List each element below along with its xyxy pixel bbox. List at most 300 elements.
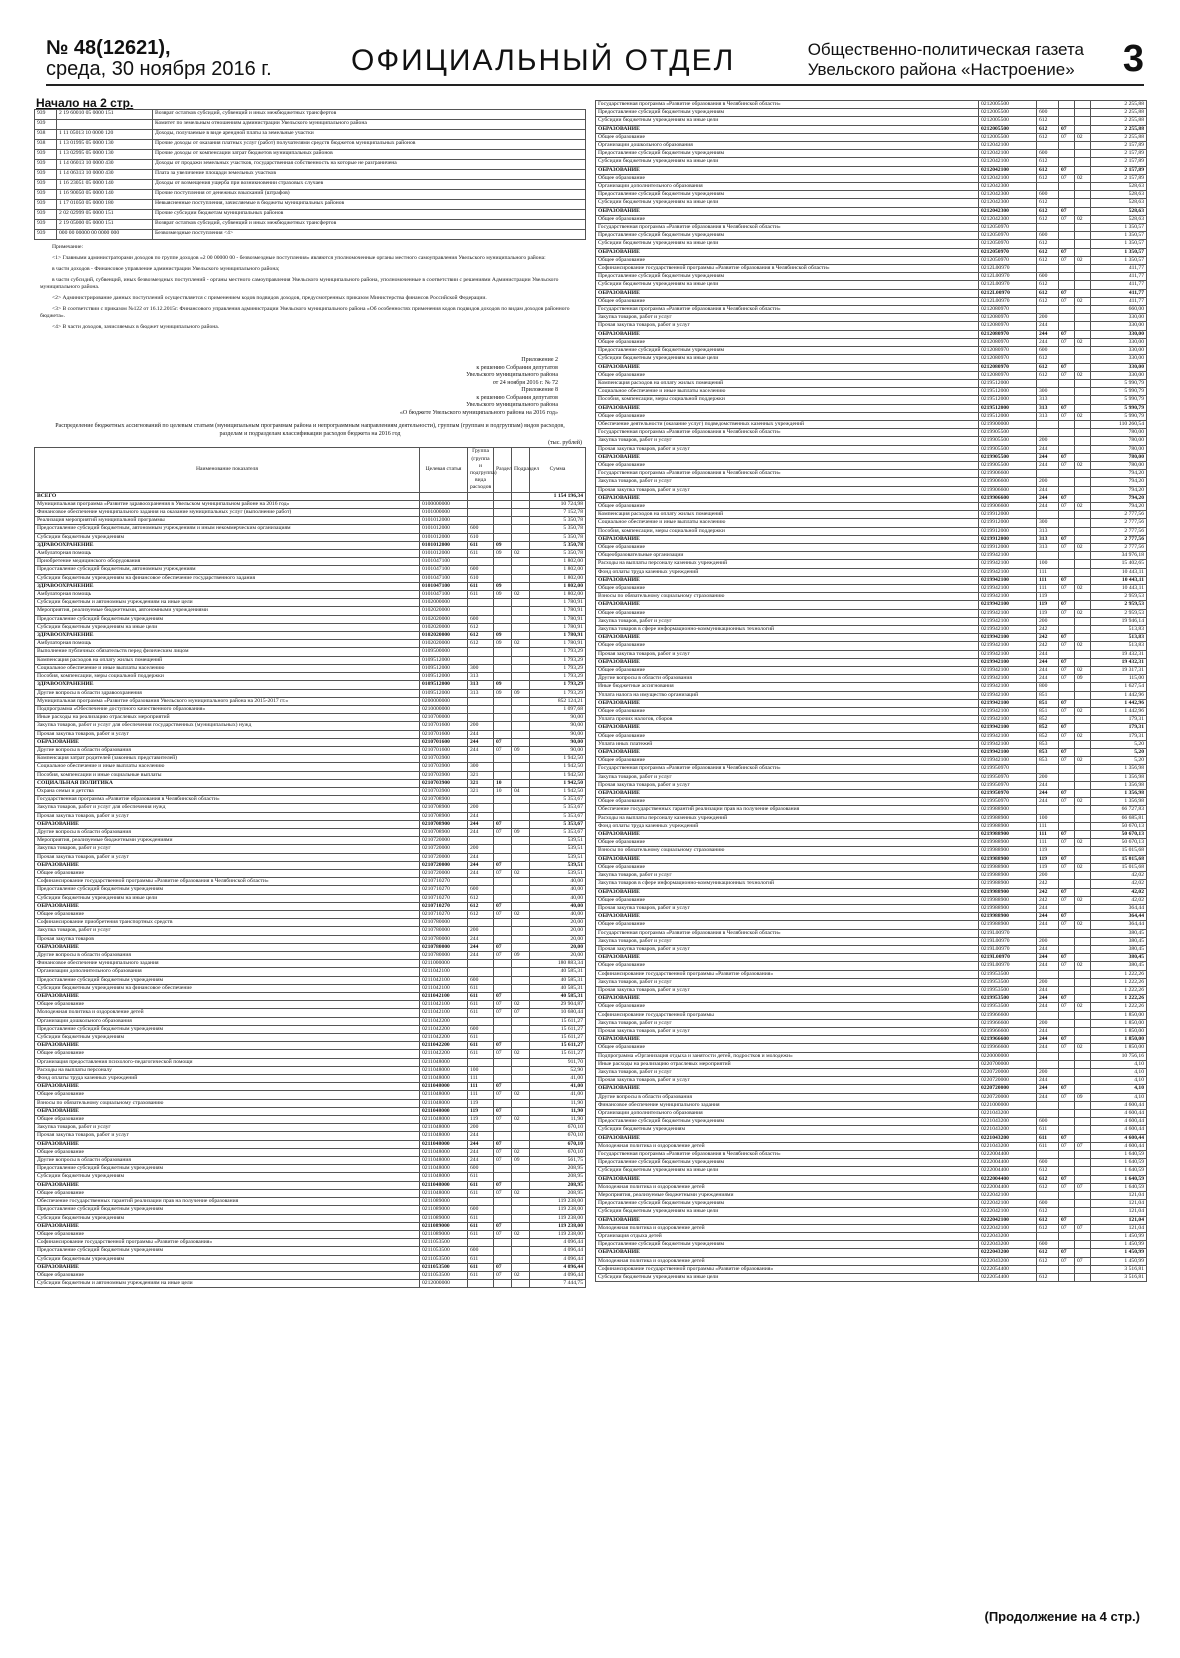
table-cell: 07 — [494, 1140, 512, 1148]
table-cell: 330,00 — [1091, 314, 1147, 322]
table-cell: 0212L00970 — [979, 281, 1037, 289]
table-cell: Иные расходы на реализацию отраслевых мероприятий — [35, 714, 420, 722]
note-paragraph: <2> Администрирование данных поступлений осуществляется с применением кодов подвидов доходов, предусмотренных приказом Министерства финансов Российской Федерации. — [52, 295, 487, 302]
table-cell: 0220720000 — [979, 1068, 1037, 1076]
table-row — [596, 872, 1147, 880]
table-cell: 600 — [1037, 232, 1059, 240]
table-cell: 670,10 — [530, 1132, 586, 1140]
table-row — [596, 109, 1147, 117]
table-cell — [1075, 970, 1091, 978]
table-row — [596, 1019, 1147, 1027]
table-cell: 19 317,31 — [1091, 667, 1147, 675]
table-cell: 600 — [468, 1165, 494, 1173]
table-cell: 111 — [468, 1075, 494, 1083]
table-cell: 0211048000 — [420, 1099, 468, 1107]
table-cell: 200 — [468, 722, 494, 730]
table-cell: 313 — [1037, 543, 1059, 551]
table-row — [596, 101, 1147, 109]
table-cell: 0221043200 — [979, 1109, 1037, 1117]
table-cell — [468, 1239, 494, 1247]
table-row — [596, 593, 1147, 601]
table-cell: Компенсация расходов на оплату жилых помещений — [596, 379, 979, 387]
table-cell: 119 — [468, 1099, 494, 1107]
table-cell: 0211048000 — [420, 1181, 468, 1189]
table-row — [596, 125, 1147, 133]
table-cell: ОБРАЗОВАНИЕ — [35, 1181, 420, 1189]
table-cell — [494, 615, 512, 623]
table-row — [596, 888, 1147, 896]
table-row — [35, 130, 586, 140]
table-cell: ЗДРАВООХРАНЕНИЕ — [35, 582, 420, 590]
table-cell — [1059, 1019, 1075, 1027]
table-row — [35, 1157, 586, 1165]
table-cell: 4 600,44 — [1091, 1126, 1147, 1134]
table-cell: 0219905500 — [979, 437, 1037, 445]
table-cell — [512, 861, 530, 869]
table-cell: Социальное обеспечение и иные выплаты населению — [35, 763, 420, 771]
table-row — [596, 1151, 1147, 1159]
table-cell: Предоставление субсидий бюджетным учреждениям — [35, 886, 420, 894]
table-row — [35, 599, 586, 607]
table-cell: 330,00 — [1091, 363, 1147, 371]
table-cell — [1037, 1101, 1059, 1109]
table-cell: ОБРАЗОВАНИЕ — [596, 166, 979, 174]
table-cell: 02 — [1075, 543, 1091, 551]
table-cell: 02 — [1075, 215, 1091, 223]
table-cell — [1059, 150, 1075, 158]
table-cell — [512, 722, 530, 730]
table-cell: 10 443,11 — [1091, 576, 1147, 584]
table-cell — [1075, 954, 1091, 962]
table-cell: 0220720000 — [979, 1085, 1037, 1093]
table-cell: 115,00 — [1091, 675, 1147, 683]
table-cell: 07 — [1059, 863, 1075, 871]
table-cell — [1059, 773, 1075, 781]
table-cell: 242 — [1037, 626, 1059, 634]
table-cell: 0219988900 — [979, 847, 1037, 855]
col-header: Раздел — [494, 448, 512, 492]
table-row — [596, 461, 1147, 469]
table-cell: 380,45 — [1091, 954, 1147, 962]
table-cell — [494, 968, 512, 976]
table-cell: 07 — [494, 1107, 512, 1115]
table-cell: 07 — [1059, 634, 1075, 642]
table-cell — [1059, 1192, 1075, 1200]
table-cell — [494, 845, 512, 853]
appendix-line: от 24 ноября 2016 г. № 72 — [492, 379, 558, 386]
table-cell: 0219988900 — [979, 880, 1037, 888]
table-row — [596, 1003, 1147, 1011]
table-cell — [512, 533, 530, 541]
table-cell: 612 — [1037, 1183, 1059, 1191]
table-cell: 0212042300 — [979, 183, 1037, 191]
table-cell: 1 222,26 — [1091, 978, 1147, 986]
table-cell: 0211053500 — [420, 1271, 468, 1279]
table-row — [35, 582, 586, 590]
table-cell: 0212050970 — [979, 232, 1037, 240]
table-cell — [1075, 765, 1091, 773]
table-unit: (тыс. рублей) — [548, 440, 582, 447]
table-cell: 0219988900 — [979, 921, 1037, 929]
table-row — [596, 363, 1147, 371]
table-cell: 0222042100 — [979, 1200, 1037, 1208]
table-cell: 5 990,79 — [1091, 396, 1147, 404]
table-cell — [1075, 429, 1091, 437]
table-cell: Предоставление субсидий бюджетным учреждениям — [35, 976, 420, 984]
table-cell: Субсидии бюджетным учреждениям на финансовое обеспечение — [35, 984, 420, 992]
table-cell: 09 — [494, 689, 512, 697]
left-column — [34, 96, 586, 1288]
table-cell — [1075, 322, 1091, 330]
table-cell: 244 — [468, 869, 494, 877]
table-cell: 20,00 — [530, 943, 586, 951]
table-cell: 0109500000 — [420, 648, 468, 656]
table-cell: 0219905500 — [979, 453, 1037, 461]
table-cell: 1 802,00 — [530, 558, 586, 566]
table-cell: 179,31 — [1091, 724, 1147, 732]
table-cell — [494, 878, 512, 886]
table-row — [35, 714, 586, 722]
table-cell — [494, 1058, 512, 1066]
table-cell: ОБРАЗОВАНИЕ — [596, 995, 979, 1003]
table-cell: 121,04 — [1091, 1216, 1147, 1224]
table-cell: 02 — [1075, 642, 1091, 650]
table-cell — [468, 607, 494, 615]
table-cell: Общее образование — [35, 1271, 420, 1279]
table-cell: 561,75 — [530, 1157, 586, 1165]
table-cell: 1 17 01050 05 0000 180 — [57, 200, 153, 210]
table-row — [35, 110, 586, 120]
table-row — [35, 902, 586, 910]
table-cell: ОБРАЗОВАНИЕ — [596, 954, 979, 962]
table-cell — [1075, 1077, 1091, 1085]
table-cell: 0219942100 — [979, 699, 1037, 707]
table-cell: ВСЕГО — [35, 492, 420, 500]
table-cell: 939 — [35, 120, 57, 130]
budget-table-left — [34, 447, 586, 1288]
table-cell — [512, 845, 530, 853]
table-cell: 07 — [494, 1189, 512, 1197]
table-cell: Доходы от продажи земельных участков, государственная собственность на которые не разграничена — [153, 160, 586, 170]
table-cell: 0212005500 — [979, 117, 1037, 125]
table-cell: Молодежная политика и оздоровление детей — [596, 1183, 979, 1191]
table-cell — [1059, 1060, 1075, 1068]
table-cell — [1075, 1134, 1091, 1142]
table-cell: 100 — [1037, 560, 1059, 568]
table-cell: 1 780,91 — [530, 632, 586, 640]
table-cell: 2 255,88 — [1091, 117, 1147, 125]
table-row — [596, 535, 1147, 543]
table-cell: 02 — [1075, 1044, 1091, 1052]
table-cell: 670,10 — [530, 1140, 586, 1148]
table-cell: 5 353,67 — [530, 820, 586, 828]
table-cell: 300 — [1037, 519, 1059, 527]
table-cell: 4 600,44 — [1091, 1109, 1147, 1117]
table-cell: 780,00 — [1091, 445, 1147, 453]
table-cell: 1 780,91 — [530, 599, 586, 607]
table-cell: 07 — [1059, 404, 1075, 412]
table-cell: 1 780,91 — [530, 623, 586, 631]
table-row — [35, 1189, 586, 1197]
table-cell: 1 356,98 — [1091, 790, 1147, 798]
table-cell — [1075, 880, 1091, 888]
table-cell: 5,20 — [1091, 757, 1147, 765]
table-row — [35, 607, 586, 615]
table-cell: 0222004400 — [979, 1151, 1037, 1159]
table-cell: Общее образование — [596, 732, 979, 740]
table-cell: 612 — [1037, 133, 1059, 141]
table-cell: 09 — [512, 828, 530, 836]
table-cell — [1059, 1159, 1075, 1167]
table-cell — [1075, 1159, 1091, 1167]
table-cell: 0219512000 — [979, 412, 1037, 420]
table-row — [35, 837, 586, 845]
table-row — [35, 1042, 586, 1050]
table-cell: 244 — [468, 820, 494, 828]
table-cell — [1059, 437, 1075, 445]
table-row — [35, 1230, 586, 1238]
table-cell: ОБРАЗОВАНИЕ — [596, 855, 979, 863]
table-cell: 07 — [1059, 207, 1075, 215]
table-cell — [1075, 199, 1091, 207]
table-cell: 600 — [1037, 347, 1059, 355]
table-cell: 0222043200 — [979, 1241, 1037, 1249]
table-cell: 0212080970 — [979, 363, 1037, 371]
table-cell: 1 850,00 — [1091, 1036, 1147, 1044]
table-cell — [1037, 265, 1059, 273]
table-row — [596, 1036, 1147, 1044]
table-cell — [1075, 1109, 1091, 1117]
table-row — [596, 1192, 1147, 1200]
table-cell — [1037, 379, 1059, 387]
table-cell: 0211048000 — [420, 1140, 468, 1148]
table-cell: 0101047100 — [420, 566, 468, 574]
table-cell: ОБРАЗОВАНИЕ — [596, 658, 979, 666]
table-cell: 07 — [1059, 1216, 1075, 1224]
table-cell: 1 780,91 — [530, 615, 586, 623]
table-cell: 1 942,50 — [530, 755, 586, 763]
table-cell: 15 015,68 — [1091, 847, 1147, 855]
table-cell: 4 600,44 — [1091, 1142, 1147, 1150]
table-row — [35, 960, 586, 968]
table-row — [596, 995, 1147, 1003]
table-cell: ОБРАЗОВАНИЕ — [35, 1042, 420, 1050]
table-cell — [494, 935, 512, 943]
table-cell — [1075, 822, 1091, 830]
table-cell: 5 990,79 — [1091, 379, 1147, 387]
table-cell: 244 — [1037, 1077, 1059, 1085]
table-cell — [512, 500, 530, 508]
table-cell — [1059, 240, 1075, 248]
table-cell: 513,83 — [1091, 634, 1147, 642]
table-cell: 07 — [494, 738, 512, 746]
table-row — [35, 804, 586, 812]
table-cell — [1059, 273, 1075, 281]
table-cell — [512, 632, 530, 640]
table-cell: 1 450,99 — [1091, 1233, 1147, 1241]
table-cell — [494, 1034, 512, 1042]
table-cell — [468, 656, 494, 664]
table-cell: Предоставление субсидий бюджетным учреждениям — [596, 232, 979, 240]
table-cell: 0212042100 — [979, 150, 1037, 158]
table-cell: 07 — [1059, 1257, 1075, 1265]
table-cell: 4 096,44 — [530, 1271, 586, 1279]
table-cell — [1037, 1011, 1059, 1019]
table-row — [35, 615, 586, 623]
table-cell — [1037, 470, 1059, 478]
table-cell: Государственная программа «Развитие образования в Челябинской области» — [596, 224, 979, 232]
table-cell — [1075, 150, 1091, 158]
table-cell — [512, 1263, 530, 1271]
table-cell: 40,00 — [530, 886, 586, 894]
table-cell — [494, 1247, 512, 1255]
table-row — [596, 609, 1147, 617]
table-row — [596, 667, 1147, 675]
table-row — [596, 1052, 1147, 1060]
table-cell — [1037, 101, 1059, 109]
table-cell: ОБРАЗОВАНИЕ — [35, 993, 420, 1001]
table-cell: Субсидии бюджетным учреждениям на иные цели — [596, 1167, 979, 1175]
table-cell — [494, 1075, 512, 1083]
table-cell: 15 015,68 — [1091, 855, 1147, 863]
table-cell: 0210710270 — [420, 894, 468, 902]
table-cell: 07 — [494, 1091, 512, 1099]
table-row — [596, 1200, 1147, 1208]
table-cell — [1059, 847, 1075, 855]
table-cell — [512, 902, 530, 910]
table-row — [35, 180, 586, 190]
table-cell: 1 450,99 — [1091, 1249, 1147, 1257]
table-cell: 2 19 05000 05 0000 151 — [57, 220, 153, 230]
table-cell: Субсидии бюджетным учреждениям — [35, 1173, 420, 1181]
table-cell — [512, 886, 530, 894]
table-row — [35, 200, 586, 210]
table-cell: Подпрограмма «Обеспечение доступного качественного образования» — [35, 705, 420, 713]
table-cell — [1075, 420, 1091, 428]
table-cell: Субсидии бюджетным учреждениям — [35, 533, 420, 541]
table-cell: 0210708900 — [420, 820, 468, 828]
table-cell: 02 — [1075, 962, 1091, 970]
table-cell: 4,10 — [1091, 1085, 1147, 1093]
table-cell: 600 — [468, 1206, 494, 1214]
table-cell: 244 — [1037, 494, 1059, 502]
table-cell: 0210780000 — [420, 927, 468, 935]
table-row — [596, 1134, 1147, 1142]
table-cell — [1059, 1126, 1075, 1134]
table-cell: 0211053500 — [420, 1263, 468, 1271]
table-cell: 09 — [494, 591, 512, 599]
table-cell: 50 670,13 — [1091, 822, 1147, 830]
appendix-line: к решению Собрания депутатов — [476, 364, 558, 371]
table-cell: ОБРАЗОВАНИЕ — [596, 634, 979, 642]
table-cell — [1075, 773, 1091, 781]
table-row — [596, 117, 1147, 125]
table-cell — [494, 1165, 512, 1173]
table-cell: 0210720000 — [420, 853, 468, 861]
table-cell: 0211042200 — [420, 1050, 468, 1058]
table-row — [35, 673, 586, 681]
table-row — [35, 681, 586, 689]
table-cell — [1059, 158, 1075, 166]
table-cell: ОБРАЗОВАНИЕ — [596, 1134, 979, 1142]
table-cell — [1075, 535, 1091, 543]
table-cell: 200 — [1037, 437, 1059, 445]
table-cell: 244 — [1037, 962, 1059, 970]
table-cell: ОБРАЗОВАНИЕ — [596, 404, 979, 412]
table-cell: 242 — [1037, 896, 1059, 904]
table-cell: Общее образование — [35, 1230, 420, 1238]
table-cell: 1 11 05013 10 0000 120 — [57, 130, 153, 140]
table-cell: Уплата налога на имущество организаций — [596, 691, 979, 699]
table-cell: 5 350,78 — [530, 550, 586, 558]
table-cell: 528,63 — [1091, 183, 1147, 191]
table-cell: Общее образование — [596, 502, 979, 510]
table-cell: 313 — [1037, 412, 1059, 420]
table-cell: 600 — [468, 566, 494, 574]
table-cell: 1 793,29 — [530, 681, 586, 689]
table-cell: 1 802,00 — [530, 591, 586, 599]
table-cell: 02 — [512, 640, 530, 648]
table-cell: Молодежная политика и оздоровление детей — [596, 1142, 979, 1150]
table-cell: Социальное обеспечение и иные выплаты населению — [596, 388, 979, 396]
table-cell: Другие вопросы в области образования — [35, 828, 420, 836]
table-cell: 0211048000 — [420, 1066, 468, 1074]
table-cell: Организации дополнительного образования — [35, 968, 420, 976]
table-cell: 0210720000 — [420, 845, 468, 853]
table-cell — [1075, 527, 1091, 535]
table-cell — [1037, 929, 1059, 937]
table-cell: ЗДРАВООХРАНЕНИЕ — [35, 541, 420, 549]
table-cell: 244 — [1037, 1044, 1059, 1052]
table-cell: 02 — [1075, 732, 1091, 740]
note-paragraph: <1> Главными администраторами доходов по группе доходов «2 00 00000 00 - безвозмездные поступления» являются уполномоченные органы местного самоуправления Увельского муниципального района: — [52, 255, 546, 262]
table-cell: 3 516,81 — [1091, 1274, 1147, 1282]
table-cell: 5 353,67 — [530, 828, 586, 836]
table-cell: 612 — [1037, 281, 1059, 289]
table-cell: 07 — [494, 993, 512, 1001]
table-cell — [1059, 1265, 1075, 1273]
table-cell: 670,10 — [530, 1124, 586, 1132]
table-cell: Государственная программа «Развитие образования в Челябинской области» — [596, 429, 979, 437]
table-cell: 1 222,26 — [1091, 1003, 1147, 1011]
table-cell: 244 — [1037, 322, 1059, 330]
table-cell: 0102020000 — [420, 632, 468, 640]
table-cell — [1075, 568, 1091, 576]
table-cell: 911,70 — [530, 1058, 586, 1066]
table-cell: 938 — [35, 130, 57, 140]
table-cell: 07 — [1059, 757, 1075, 765]
table-cell: 0212042100 — [979, 158, 1037, 166]
table-cell: Субсидии бюджетным учреждениям на иные цели — [35, 894, 420, 902]
table-cell: 244 — [1037, 667, 1059, 675]
table-cell: Обеспечение государственных гарантий реализации прав на получение образования — [596, 806, 979, 814]
income-table — [34, 109, 586, 240]
table-cell: Софинансирование государственной программы «Развитие образования» — [35, 1239, 420, 1247]
table-cell: 0212080970 — [979, 330, 1037, 338]
table-cell: 2 02 02999 05 0000 151 — [57, 210, 153, 220]
table-cell: 0222054400 — [979, 1265, 1037, 1273]
table-cell: Общее образование — [596, 1003, 979, 1011]
table-row — [596, 256, 1147, 264]
table-cell: 1 640,59 — [1091, 1167, 1147, 1175]
table-cell: 200 — [1037, 872, 1059, 880]
table-cell — [494, 1132, 512, 1140]
table-cell — [1037, 1265, 1059, 1273]
table-cell: 02 — [1075, 502, 1091, 510]
table-cell: ОБРАЗОВАНИЕ — [596, 1216, 979, 1224]
table-cell — [1059, 1118, 1075, 1126]
table-cell: Общее образование — [596, 921, 979, 929]
